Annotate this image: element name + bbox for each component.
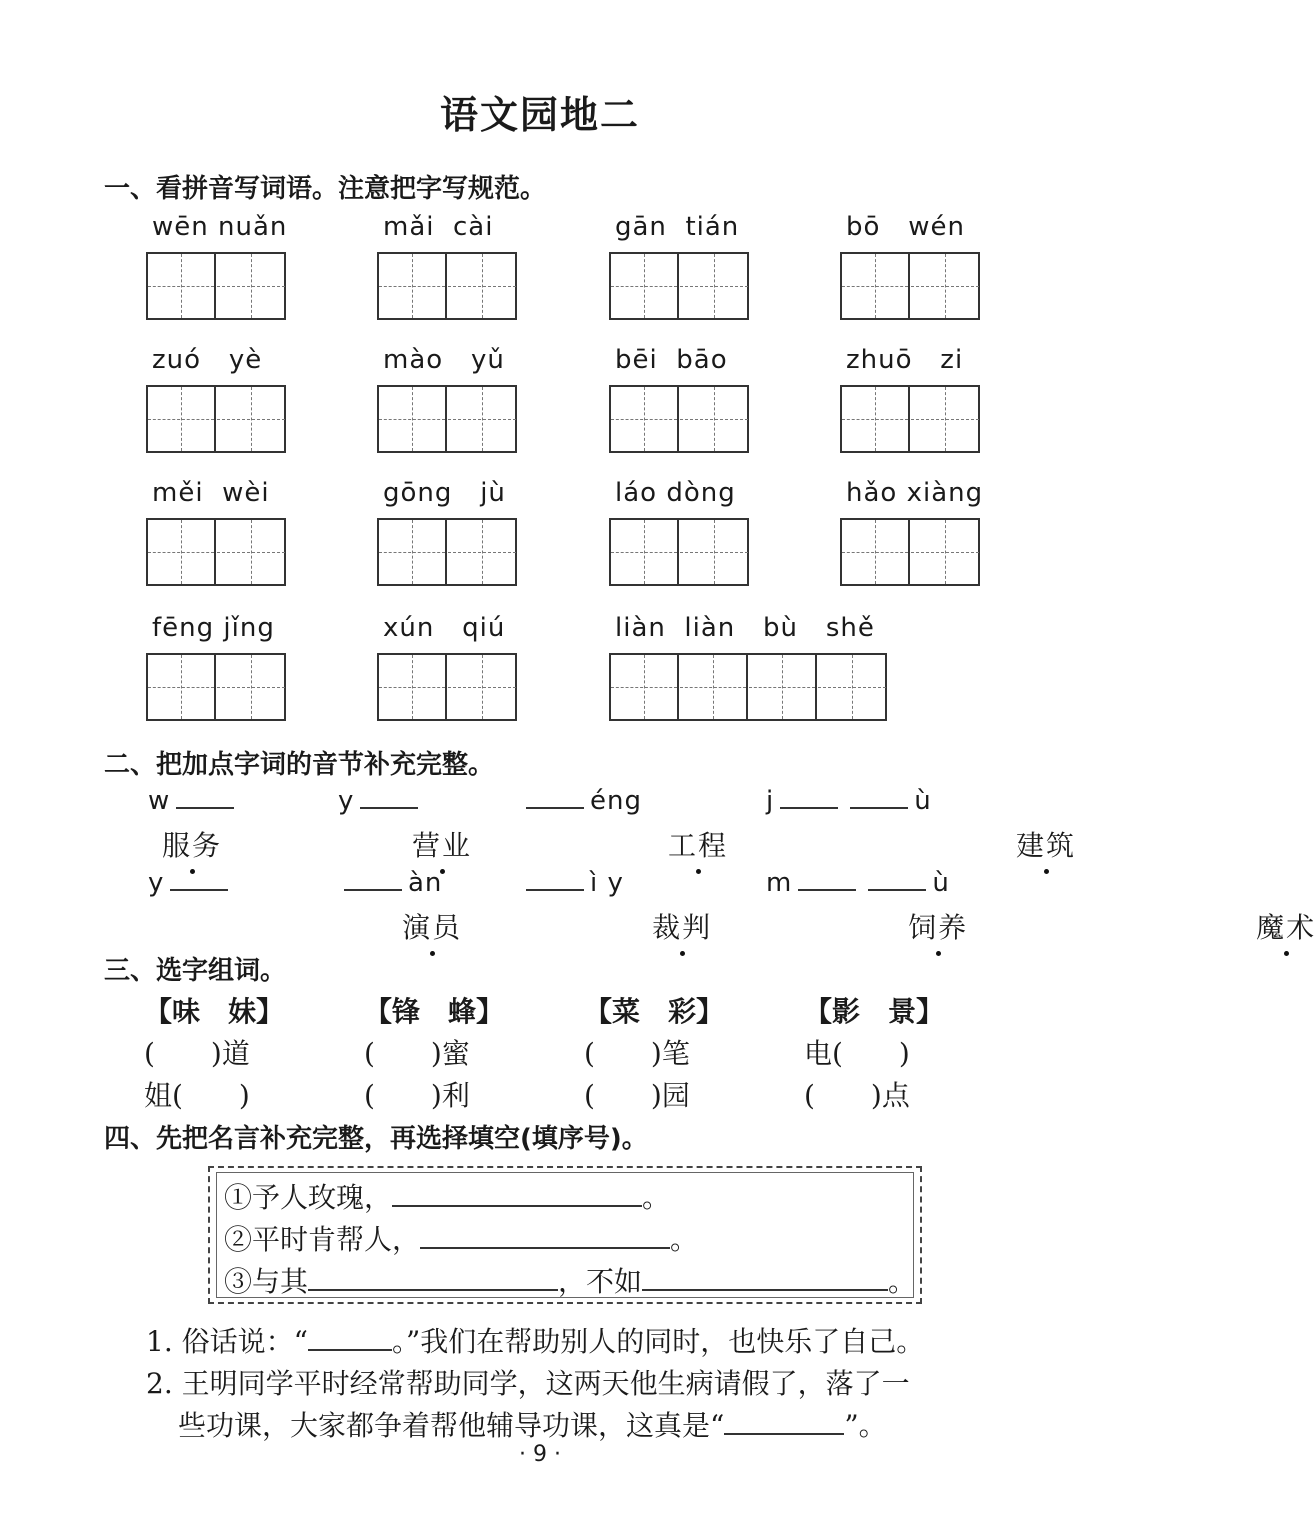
choice-pair: 【菜 彩】: [584, 995, 725, 1028]
writing-grid[interactable]: [146, 252, 286, 320]
grid-cell[interactable]: [379, 387, 447, 451]
dotted-word: 饲养: [908, 906, 968, 946]
hint-suffix: àn: [408, 868, 443, 898]
syllable-blank[interactable]: [850, 806, 908, 809]
proverb-3-blank-a[interactable]: [308, 1288, 558, 1291]
grid-cell[interactable]: [148, 655, 216, 719]
pinyin-label: bō wén: [846, 212, 965, 242]
dotted-word: 服务: [162, 824, 222, 864]
grid-cell[interactable]: [217, 655, 285, 719]
hint-prefix: m: [766, 868, 793, 898]
choice-pair: 【锋 蜂】: [364, 995, 505, 1028]
writing-grid[interactable]: [609, 653, 887, 721]
grid-cell[interactable]: [611, 254, 679, 318]
grid-cell[interactable]: [448, 387, 516, 451]
syllable-blank[interactable]: [170, 888, 228, 891]
syllable-hint: [520, 868, 624, 898]
syllable-blank[interactable]: [798, 888, 856, 891]
pinyin-label: hǎo xiàng: [846, 478, 984, 508]
pinyin-label: gōng jù: [383, 478, 506, 508]
syllable-blank[interactable]: [344, 888, 402, 891]
grid-cell[interactable]: [379, 655, 447, 719]
grid-cell[interactable]: [379, 520, 447, 584]
grid-cell[interactable]: [911, 520, 979, 584]
grid-cell[interactable]: [842, 254, 910, 318]
grid-cell[interactable]: [217, 520, 285, 584]
syllable-hint: [148, 868, 234, 898]
writing-grid[interactable]: [146, 653, 286, 721]
grid-cell[interactable]: [911, 254, 979, 318]
proverb-3-blank-b[interactable]: [642, 1288, 888, 1291]
writing-grid[interactable]: [609, 385, 749, 453]
syllable-hint: [338, 786, 424, 816]
word-blank[interactable]: 姐( ): [144, 1079, 250, 1112]
hint-prefix: y: [338, 786, 355, 816]
word-blank[interactable]: ( )利: [364, 1079, 470, 1112]
pinyin-label: zuó yè: [152, 345, 263, 375]
writing-grid[interactable]: [377, 252, 517, 320]
grid-cell[interactable]: [148, 254, 216, 318]
syllable-blank[interactable]: [526, 806, 584, 809]
pinyin-label: mǎi cài: [383, 212, 494, 242]
syllable-blank[interactable]: [868, 888, 926, 891]
choice-pair: 【影 景】: [804, 995, 945, 1028]
hint-suffix: ù: [914, 786, 932, 816]
dotted-word: 魔术: [1256, 906, 1316, 946]
dotted-word: 工程: [668, 824, 728, 864]
pinyin-label: bēi bāo: [615, 345, 728, 375]
word-blank[interactable]: ( )点: [804, 1079, 910, 1112]
hint-prefix: j: [766, 786, 775, 816]
grid-cell[interactable]: [680, 520, 748, 584]
dotted-word: 营业: [412, 824, 472, 864]
question-2-line2: 些功课，大家都争着帮他辅导功课，这真是“ ”。: [178, 1409, 887, 1442]
question-1: 1. 俗话说：“ 。”我们在帮助别人的同时，也快乐了自己。: [146, 1325, 925, 1358]
hint-suffix: ì y: [590, 868, 624, 898]
grid-cell[interactable]: [148, 387, 216, 451]
writing-grid[interactable]: [840, 252, 980, 320]
writing-grid[interactable]: [377, 518, 517, 586]
grid-cell[interactable]: [217, 387, 285, 451]
pinyin-label: měi wèi: [152, 478, 270, 508]
syllable-hint: [148, 786, 240, 816]
grid-cell[interactable]: [148, 520, 216, 584]
word-blank[interactable]: ( )道: [144, 1037, 250, 1070]
proverb-2-blank[interactable]: [420, 1246, 670, 1249]
grid-cell[interactable]: [680, 387, 748, 451]
grid-cell[interactable]: [749, 655, 817, 719]
grid-cell[interactable]: [611, 387, 679, 451]
grid-cell[interactable]: [448, 655, 516, 719]
proverb-3: ③与其 ，不如 。: [224, 1265, 917, 1298]
grid-cell[interactable]: [911, 387, 979, 451]
page-title: 语文园地二: [439, 93, 640, 137]
pinyin-label: zhuō zi: [846, 345, 964, 375]
pinyin-label: mào yǔ: [383, 345, 505, 375]
grid-cell[interactable]: [611, 655, 679, 719]
word-blank[interactable]: ( )笔: [584, 1037, 690, 1070]
word-blank[interactable]: ( )园: [584, 1079, 690, 1112]
grid-cell[interactable]: [680, 254, 748, 318]
word-blank[interactable]: 电( ): [804, 1037, 910, 1070]
pinyin-label: xún qiú: [383, 613, 506, 643]
word-blank[interactable]: ( )蜜: [364, 1037, 470, 1070]
proverb-2: ②平时肯帮人， 。: [224, 1223, 699, 1256]
grid-cell[interactable]: [611, 520, 679, 584]
grid-cell[interactable]: [448, 520, 516, 584]
writing-grid[interactable]: [609, 518, 749, 586]
pinyin-label: wēn nuǎn: [152, 212, 288, 242]
syllable-blank[interactable]: [176, 806, 234, 809]
grid-cell[interactable]: [379, 254, 447, 318]
section4-heading: 四、先把名言补充完整，再选择填空(填序号)。: [104, 1124, 648, 1154]
proverb-1-blank[interactable]: [392, 1204, 642, 1207]
syllable-hint: [338, 868, 442, 898]
grid-cell[interactable]: [448, 254, 516, 318]
pinyin-label: liàn liàn bù shě: [615, 613, 875, 643]
choice-pair: 【味 妹】: [144, 995, 285, 1028]
writing-grid[interactable]: [146, 518, 286, 586]
pinyin-label: fēng jǐng: [152, 613, 275, 643]
section3-heading: 三、选字组词。: [104, 956, 287, 986]
proverb-1: ①予人玫瑰， 。: [224, 1181, 671, 1214]
syllable-hint: [766, 786, 932, 816]
question-2-blank[interactable]: [724, 1432, 844, 1435]
hint-suffix: ù: [932, 868, 950, 898]
hint-suffix: éng: [590, 786, 642, 816]
hint-prefix: y: [148, 868, 165, 898]
hint-prefix: w: [148, 786, 171, 816]
section1-heading: 一、看拼音写词语。注意把字写规范。: [104, 174, 547, 204]
syllable-blank[interactable]: [360, 806, 418, 809]
writing-grid[interactable]: [840, 518, 980, 586]
writing-grid[interactable]: [609, 252, 749, 320]
grid-cell[interactable]: [818, 655, 886, 719]
dotted-word: 演员: [402, 906, 462, 946]
syllable-hint: [766, 868, 950, 898]
writing-grid[interactable]: [377, 385, 517, 453]
page-number: · 9 ·: [519, 1442, 561, 1467]
question-2-line1: 2. 王明同学平时经常帮助同学，这两天他生病请假了，落了一: [146, 1367, 910, 1400]
grid-cell[interactable]: [842, 387, 910, 451]
pinyin-label: gān tián: [615, 212, 740, 242]
writing-grid[interactable]: [377, 653, 517, 721]
syllable-blank[interactable]: [780, 806, 838, 809]
grid-cell[interactable]: [680, 655, 748, 719]
dotted-word: 建筑: [1016, 824, 1076, 864]
pinyin-label: láo dòng: [615, 478, 736, 508]
question-1-blank[interactable]: [308, 1348, 392, 1351]
dotted-word: 裁判: [652, 906, 712, 946]
syllable-blank[interactable]: [526, 888, 584, 891]
grid-cell[interactable]: [842, 520, 910, 584]
grid-cell[interactable]: [217, 254, 285, 318]
syllable-hint: [520, 786, 642, 816]
section2-heading: 二、把加点字词的音节补充完整。: [104, 750, 495, 780]
writing-grid[interactable]: [840, 385, 980, 453]
writing-grid[interactable]: [146, 385, 286, 453]
